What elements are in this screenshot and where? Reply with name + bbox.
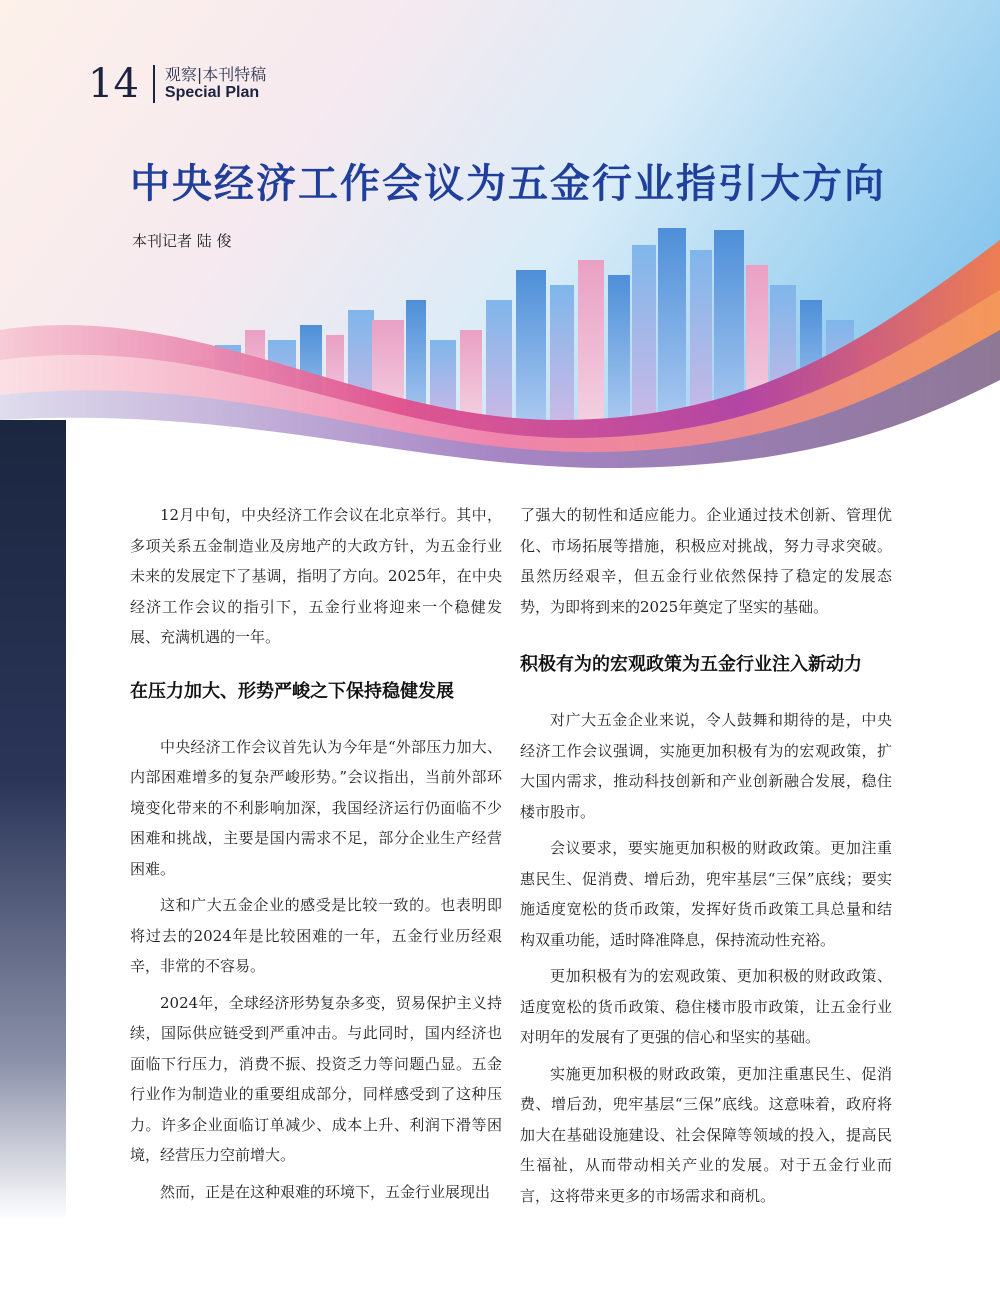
paragraph: 对广大五金企业来说，令人鼓舞和期待的是，中央经济工作会议强调，实施更加积极有为的宏观政策，扩大国内需求，推动科技创新和产业创新融合发展，稳住楼市股市。 — [520, 711, 892, 821]
side-accent-bar — [0, 420, 66, 1220]
article-title: 中央经济工作会议为五金行业指引大方向 — [130, 161, 886, 207]
page-header — [88, 62, 266, 106]
page-number: 14 — [88, 61, 139, 107]
paragraph: 2024年，全球经济形势复杂多变，贸易保护主义持续，国际供应链受到严重冲击。与此同时，国内经济也面临下行压力，消费不振、投资乏力等问题凸显。五金行业作为制造业的重要组成部分，同样感受到了这种压力。许多企业面临订单减少、成本上升、利润下滑等困境，经营压力空前增大。 — [130, 993, 502, 1165]
section-label-en: Special Plan — [164, 84, 260, 101]
paragraph: 12月中旬，中央经济工作会议在北京举行。其中，多项关系五金制造业及房地产的大政方针，为五金行业未来的发展定下了基调，指明了方向。2025年，在中央经济工作会议的指引下，五金行业将迎来一个稳健发展、充满机遇的一年。 — [130, 506, 502, 646]
section-labels — [165, 66, 266, 103]
byline: 本刊记者 陆 俊 — [132, 232, 232, 250]
section-heading: 积极有为的宏观政策为五金行业注入新动力 — [520, 654, 862, 675]
section-label-cn: 观察|本刊特稿 — [164, 64, 267, 84]
paragraph: 了强大的韧性和适应能力。企业通过技术创新、管理优化、市场拓展等措施，积极应对挑战，努力寻求突破。虽然历经艰辛，但五金行业依然保持了稳定的发展态势，为即将到来的2025年奠定了坚实的基础。 — [520, 506, 892, 616]
paragraph: 然而，正是在这种艰难的环境下，五金行业展现出 — [160, 1182, 491, 1201]
paragraph: 实施更加积极的财政政策，更加注重惠民生、促消费、增后劲，兜牢基层“三保”底线。这意味着，政府将加大在基础设施建设、社会保障等领域的投入，提高民生福祉，从而带动相关产业的发展。对于五金行业而言，这将带来更多的市场需求和商机。 — [520, 1064, 892, 1205]
paragraph: 会议要求，要实施更加积极的财政政策。更加注重惠民生、促消费、增后劲，兜牢基层“三保”底线；要实施适度宽松的货币政策，发挥好货币政策工具总量和结构双重功能，适时降准降息，保持流动性充裕。 — [520, 839, 892, 949]
header-divider — [153, 65, 155, 103]
paragraph: 中央经济工作会议首先认为今年是“外部压力加大、内部困难增多的复杂严峻形势。”会议指出，当前外部环境变化带来的不利影响加深，我国经济运行仍面临不少困难和挑战，主要是国内需求不足，部分企业生产经营困难。 — [130, 737, 502, 878]
section-heading: 在压力加大、形势严峻之下保持稳健发展 — [130, 680, 454, 702]
paragraph: 这和广大五金企业的感受是比较一致的。也表明即将过去的2024年是比较困难的一年，五金行业历经艰辛，非常的不容易。 — [130, 896, 502, 976]
right-column — [520, 500, 892, 1217]
left-column — [130, 500, 502, 1213]
paragraph: 更加积极有为的宏观政策、更加积极的财政政策、适度宽松的货币政策、稳住楼市股市政策，让五金行业对明年的发展有了更强的信心和坚实的基础。 — [520, 967, 892, 1047]
